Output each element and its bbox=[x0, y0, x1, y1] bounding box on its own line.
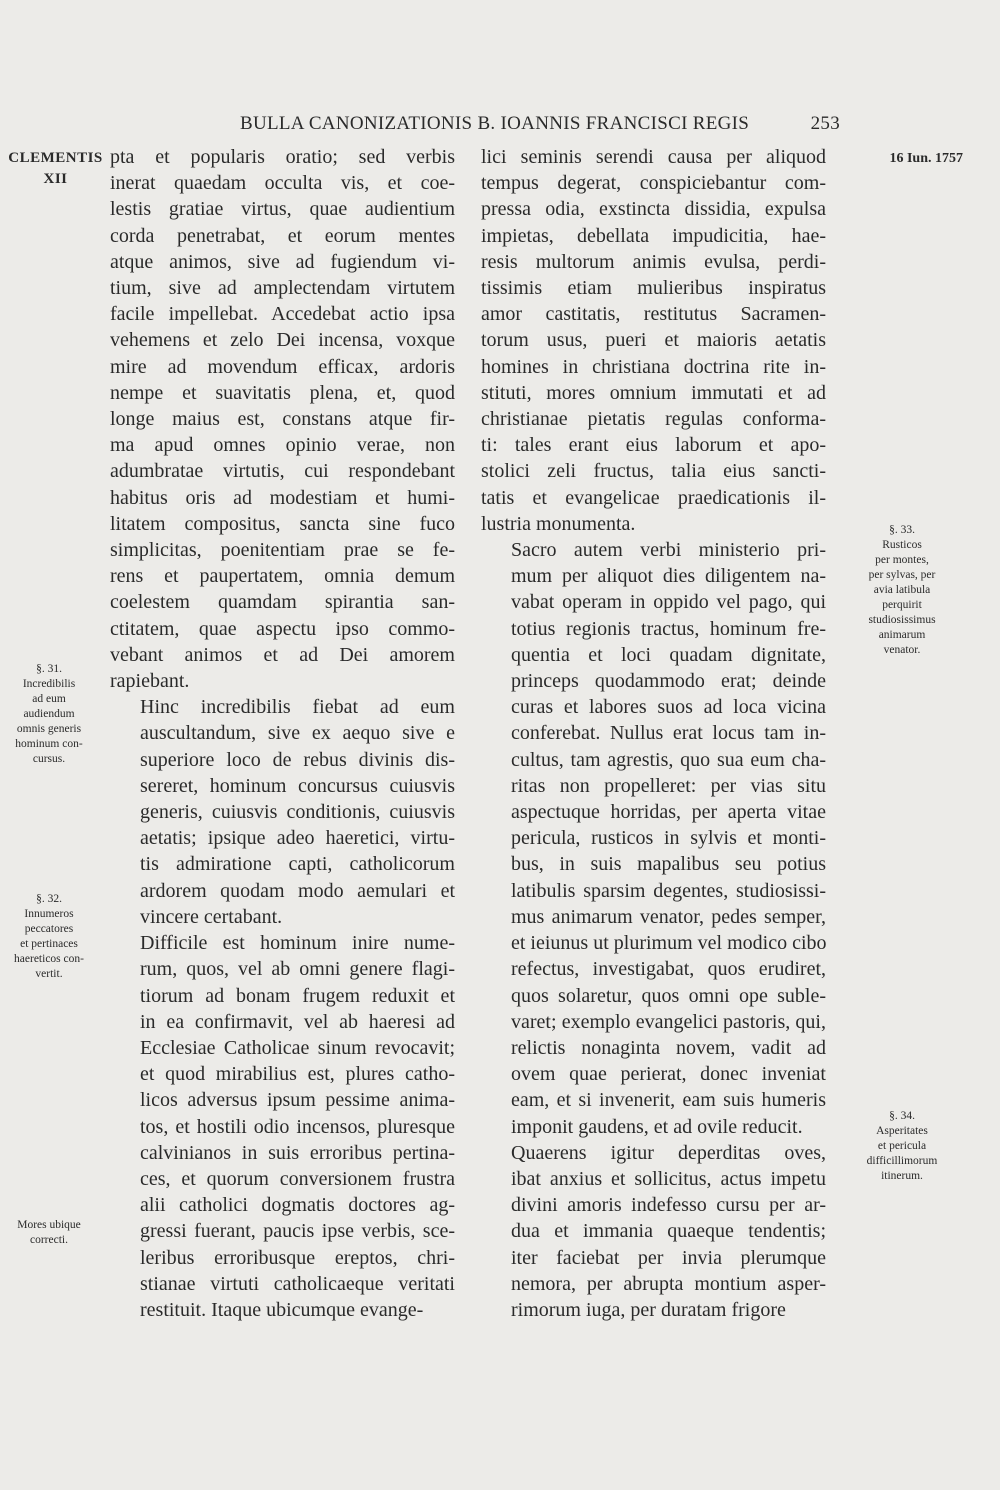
text-line: calvinianos in suis erroribus pertina- bbox=[140, 1141, 455, 1164]
text-line: nemora, per abrupta montium asper- bbox=[511, 1272, 826, 1295]
text-line: quentia et loci quadam dignitate, bbox=[511, 643, 826, 666]
note-line: correcti. bbox=[30, 1234, 68, 1246]
note-line: Innumeros bbox=[24, 908, 74, 920]
text-line: atque animos, sive ad fugiendum vi- bbox=[110, 250, 455, 273]
note-line: §. 34. bbox=[889, 1110, 915, 1122]
text-line: simplicitas, poenitentiam prae se fe- bbox=[110, 539, 455, 562]
note-line: vertit. bbox=[35, 968, 63, 980]
text-line: ritas non propelleret: per vias situ bbox=[511, 774, 826, 797]
page-number: 253 bbox=[810, 113, 840, 134]
text-line: tium, sive ad amplectendam virtutem bbox=[110, 277, 455, 300]
text-line: et ieiunus ut plurimum vel modico cibo bbox=[511, 932, 827, 955]
text-line: Sacro autem verbi ministerio pri- bbox=[511, 539, 826, 562]
text-line: divini amoris indefesso cursu per ar- bbox=[511, 1194, 826, 1217]
paragraph bbox=[481, 1140, 826, 1323]
document-date: 16 Iun. 1757 bbox=[889, 151, 963, 166]
note-line: Incredibilis bbox=[22, 678, 76, 690]
note-line: et pertinaces bbox=[20, 938, 78, 950]
text-line: lestis gratiae virtus, quae audientium bbox=[110, 198, 455, 221]
text-line: iter faciebat per invia plerumque bbox=[511, 1246, 826, 1269]
text-line: Difficile est hominum inire nume- bbox=[140, 932, 455, 955]
pope-name: CLEMENTIS bbox=[8, 150, 103, 166]
text-line: alii catholici dogmatis doctores ag- bbox=[140, 1194, 455, 1217]
text-line: mum per aliquot dies diligentem na- bbox=[511, 565, 826, 588]
note-line: omnis generis bbox=[16, 723, 82, 735]
running-title: BULLA CANONIZATIONIS B. IOANNIS FRANCISCI REGIS bbox=[240, 113, 750, 134]
note-line: per sylvas, per bbox=[868, 569, 936, 581]
text-line: rapiebant. bbox=[110, 670, 190, 693]
text-line: amor castitatis, restitutus Sacramen- bbox=[481, 303, 826, 326]
text-line: inerat quaedam occulta vis, et coe- bbox=[110, 172, 455, 195]
note-line: §. 33. bbox=[889, 524, 915, 536]
note-line: animarum bbox=[878, 629, 926, 641]
text-line: refectus, investigabat, quos erudiret, bbox=[511, 958, 826, 981]
text-line: mire ad movendum efficax, ardoris bbox=[110, 355, 455, 378]
note-line: peccatores bbox=[24, 923, 74, 935]
running-header bbox=[110, 113, 840, 143]
paragraph bbox=[481, 537, 826, 1140]
text-line: Hinc incredibilis fiebat ad eum bbox=[140, 696, 455, 719]
text-line: ces, et quorum conversionem frustra bbox=[140, 1167, 455, 1190]
side-note-34 bbox=[842, 1109, 962, 1184]
note-line: per montes, bbox=[875, 554, 929, 566]
text-line: ibat anxius et sollicitus, actus impetu bbox=[511, 1167, 826, 1190]
text-line: lustria monumenta. bbox=[481, 512, 636, 535]
text-line: auscultandum, sive ex aequo sive e bbox=[140, 722, 455, 745]
side-note-31 bbox=[4, 662, 94, 767]
note-line: Rusticos bbox=[882, 539, 922, 551]
text-line: et quod mirabilius est, plures catho- bbox=[140, 1063, 455, 1086]
left-column bbox=[110, 144, 455, 1323]
paragraph bbox=[110, 694, 455, 930]
note-line: et pericula bbox=[877, 1140, 927, 1152]
note-line: hominum con- bbox=[15, 738, 83, 750]
note-line: perquirit bbox=[882, 599, 922, 611]
note-line: difficillimorum bbox=[866, 1155, 938, 1167]
text-line: totius regionis tractus, hominum fre- bbox=[511, 617, 826, 640]
text-line: impietas, debellata impudicitia, hae- bbox=[481, 224, 826, 247]
note-line: §. 31. bbox=[36, 663, 62, 675]
text-line: tissimis etiam mulieribus inspiratus bbox=[481, 277, 826, 300]
text-line: sereret, hominum concursus cuiusvis bbox=[140, 774, 455, 797]
text-line: rens et paupertatem, omnia demum bbox=[110, 565, 455, 588]
note-line: Mores ubique bbox=[17, 1219, 81, 1231]
text-line: litatem compositus, sancta sine fuco bbox=[110, 512, 455, 535]
text-line: curas et labores suos ad loca vicina bbox=[511, 696, 826, 719]
text-line: habitus oris ad modestiam et humi- bbox=[110, 486, 455, 509]
note-line: audiendum bbox=[23, 708, 75, 720]
text-line: cultus, tam agrestis, quo sua eum cha- bbox=[511, 748, 826, 771]
text-line: leribus erroribusque ereptos, chri- bbox=[140, 1246, 455, 1269]
text-line: vincere certabant. bbox=[140, 905, 283, 928]
text-line: ctitatem, quae aspectu ipso commo- bbox=[110, 617, 455, 640]
text-line: superiore loco de rebus divinis dis- bbox=[140, 748, 455, 771]
text-line: nempe et suavitatis plena, et, quod bbox=[110, 381, 455, 404]
text-line: ovem quae perierat, donec inveniat bbox=[511, 1063, 826, 1086]
text-line: quos solaretur, quos omni ope suble- bbox=[511, 984, 826, 1007]
text-line: corda penetrabat, et eorum mentes bbox=[110, 224, 455, 247]
text-line: resis multorum animis evulsa, perdi- bbox=[481, 250, 826, 273]
paragraph bbox=[110, 144, 455, 694]
text-line: pta et popularis oratio; sed verbis bbox=[110, 146, 455, 168]
right-column bbox=[481, 144, 826, 1323]
text-line: dua et immania quaeque tendentis; bbox=[511, 1220, 826, 1243]
note-line: avia latibula bbox=[873, 584, 931, 596]
text-line: eam, et si invenerit, eam suis humeris bbox=[511, 1089, 826, 1112]
text-line: bus, in suis mapalibus seu potius bbox=[511, 853, 826, 876]
text-line: rimorum iuga, per duratam frigore bbox=[511, 1298, 786, 1321]
pope-heading bbox=[8, 148, 103, 190]
note-line: haereticos con- bbox=[14, 953, 84, 965]
text-line: in ea confirmavit, vel ab haeresi ad bbox=[140, 1010, 455, 1033]
text-line: coelestem quamdam spirantia san- bbox=[110, 591, 455, 614]
note-line: Asperitates bbox=[876, 1125, 928, 1137]
note-line: studiosissimus bbox=[868, 614, 936, 626]
text-line: varet; exemplo evangelici pastoris, qui, bbox=[511, 1010, 826, 1033]
text-line: licos adversus ipsum pessime anima- bbox=[140, 1089, 455, 1112]
paragraph bbox=[110, 930, 455, 1323]
text-line: vehemens et zelo Dei incensa, voxque bbox=[110, 329, 455, 352]
text-line: Quaerens igitur deperditas oves, bbox=[511, 1141, 826, 1164]
note-line: cursus. bbox=[32, 753, 66, 765]
text-line: pressa odia, exstincta dissidia, expulsa bbox=[481, 198, 826, 221]
text-line: aetatis; ipsique adeo haeretici, virtu- bbox=[140, 827, 455, 850]
text-line: stituti, mores omnium immutati et ad bbox=[481, 381, 826, 404]
text-line: tiorum ad bonam frugem reduxit et bbox=[140, 984, 455, 1007]
text-line: adumbratae virtutis, cui respondebant bbox=[110, 460, 455, 483]
text-line: ardorem quodam modo aemulari et bbox=[140, 879, 455, 902]
text-line: gressi fuerant, paucis ipse verbis, sce- bbox=[140, 1220, 455, 1243]
text-line: rum, quos, vel ab omni genere flagi- bbox=[140, 958, 455, 981]
text-line: aspectuque horridas, per aperta vitae bbox=[511, 801, 826, 824]
text-line: lici seminis serendi causa per aliquod bbox=[481, 146, 826, 168]
text-line: tempus degerat, conspiciebantur com- bbox=[481, 172, 826, 195]
text-line: generis, cuiusvis conditionis, cuiusvis bbox=[140, 801, 455, 824]
text-line: facile impellebat. Accedebat actio ipsa bbox=[110, 303, 455, 326]
text-line: vebant animos et ad Dei amorem bbox=[110, 643, 455, 666]
text-line: ti: tales erant eius laborum et apo- bbox=[481, 434, 826, 457]
text-line: homines in christiana doctrina rite in- bbox=[481, 355, 826, 378]
note-line: itinerum. bbox=[881, 1170, 923, 1182]
text-line: tatis et evangelicae praedicationis il- bbox=[481, 486, 826, 509]
text-line: conferebat. Nullus erat locus tam in- bbox=[511, 722, 826, 745]
text-line: princeps quodammodo erat; deinde bbox=[511, 670, 826, 693]
text-line: tos, et hostili odio incensos, pluresque bbox=[140, 1115, 455, 1138]
text-line: longe maius est, constans atque fir- bbox=[110, 408, 455, 431]
text-line: relictis nonaginta novem, vadit ad bbox=[511, 1036, 826, 1059]
text-line: pericula, rusticos in sylvis et monti- bbox=[511, 827, 826, 850]
pope-number: XII bbox=[43, 171, 68, 187]
text-line: torum usus, pueri et maioris aetatis bbox=[481, 329, 826, 352]
text-line: Ecclesiae Catholicae sinum revocavit; bbox=[140, 1036, 455, 1059]
paragraph bbox=[481, 144, 826, 537]
text-line: stianae virtuti catholicaeque veritati bbox=[140, 1272, 455, 1295]
side-note-mores bbox=[4, 1218, 94, 1248]
text-line: restituit. Itaque ubicumque evange- bbox=[140, 1298, 424, 1321]
text-line: latibulis sparsim degentes, studiosissi- bbox=[511, 879, 826, 902]
side-note-32 bbox=[4, 892, 94, 982]
text-line: stolici zeli fructus, talia eius sancti- bbox=[481, 460, 826, 483]
side-note-33 bbox=[842, 523, 962, 658]
text-line: tis admiratione capti, catholicorum bbox=[140, 853, 455, 876]
text-line: christianae pietatis regulas conforma- bbox=[481, 408, 826, 431]
note-line: §. 32. bbox=[36, 893, 62, 905]
text-line: vabat operam in oppido vel pago, qui bbox=[511, 591, 826, 614]
text-line: ma apud omnes opinio verae, non bbox=[110, 434, 455, 457]
note-line: ad eum bbox=[32, 693, 66, 705]
text-line: mus animarum venator, pedes semper, bbox=[511, 905, 826, 928]
note-line: venator. bbox=[883, 644, 921, 656]
text-line: imponit gaudens, et ad ovile reducit. bbox=[511, 1115, 803, 1138]
